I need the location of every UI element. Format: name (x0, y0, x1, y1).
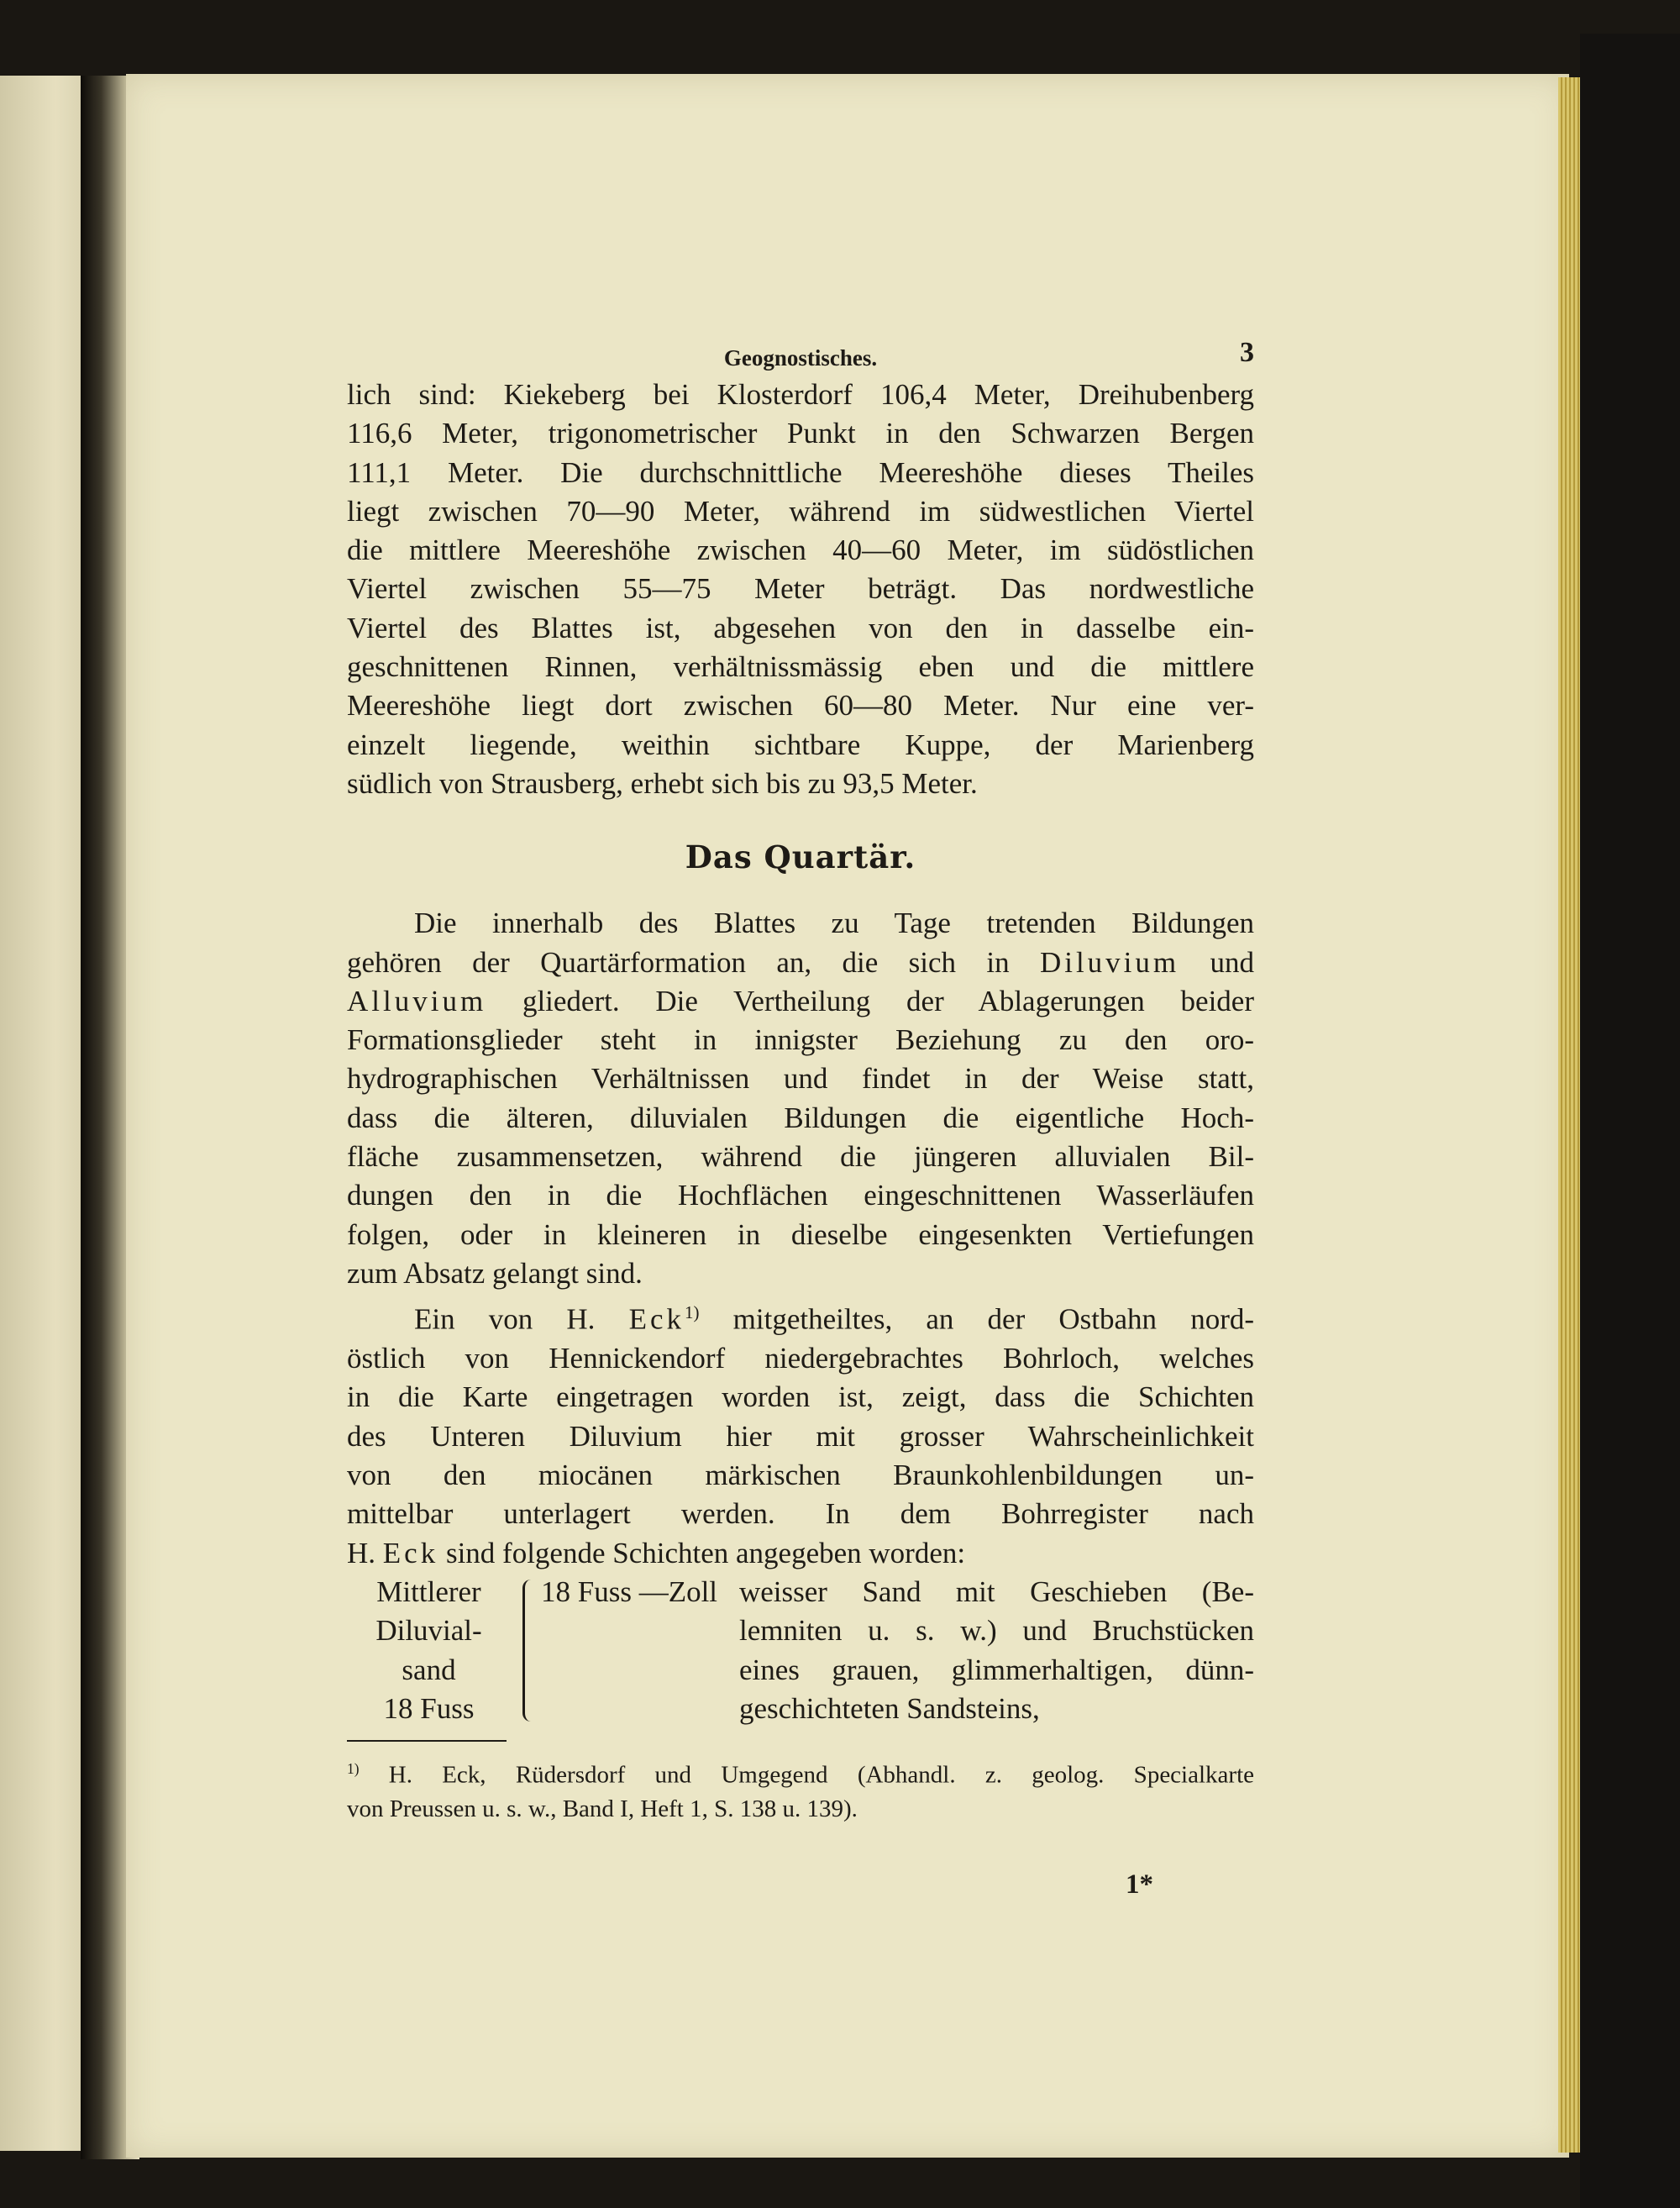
text-line: einzelt liegende, weithin sichtbare Kuppe, der Marienberg (347, 728, 1254, 761)
running-header (347, 332, 1254, 376)
layer-label: Mittlerer Diluvial- sand 18 Fuss (375, 1575, 482, 1725)
text-line: fläche zusammensetzen, während die jüngeren alluvialen Bil- (347, 1140, 1254, 1174)
text-line: 116,6 Meter, trigonometrischer Punkt in den Schwarzen Bergen (347, 417, 1254, 450)
text-line: Ein von H. Eck$^{1)}$ mitgetheiltes, an der Ostbahn nord- (414, 1302, 1255, 1336)
paragraph-bohrloch (347, 1293, 1254, 1573)
signature-mark: 1* (1126, 1869, 1153, 1900)
page-number: 3 (1240, 337, 1254, 368)
text-line: zum Absatz gelangt sind. (347, 1256, 643, 1290)
text-line: liegt zwischen 70—90 Meter, während im südwestlichen Viertel (347, 494, 1254, 528)
text-line: Viertel zwischen 55—75 Meter beträgt. Das nordwestliche (347, 572, 1254, 606)
author-name: Eck (382, 1536, 439, 1569)
text-line: die mittlere Meereshöhe zwischen 40—60 Meter, im südöstlichen (347, 534, 1254, 567)
text-line: geschnittenen Rinnen, verhältnissmässig eben und die mittlere (347, 650, 1254, 684)
text-line: H. Eck sind folgende Schichten angegeben worden: (347, 1536, 966, 1569)
text-line: südlich von Strausberg, erhebt sich bis zu 93,5 Meter. (347, 766, 978, 800)
left-page-edge (0, 76, 92, 2151)
text-line: gehören der Quartärformation an, die sich in Diluvium und (347, 945, 1254, 979)
footnote-marker: 1) (347, 1760, 360, 1778)
page-text (347, 332, 1254, 1826)
text-line: dungen den in die Hochflächen eingeschnittenen Wasserläufen (347, 1179, 1254, 1212)
text-line: Formationsglieder steht in innigster Beziehung zu den oro- (347, 1023, 1254, 1057)
brace (522, 1580, 538, 1722)
text-line: in die Karte eingetragen worden ist, zeigt, dass die Schichten (347, 1380, 1254, 1414)
book-cover-edge (1580, 34, 1680, 2208)
paragraph-quartaer (347, 904, 1254, 1293)
emphasis-diluvium: Diluvium (1039, 945, 1180, 979)
footnote: $^{1)}$ H. Eck, Rüdersdorf und Umgegend (Abhandl. z. geolog. Specialkarte von Preussen u. s. w., Band I, Heft 1, S. 138 u. 139). (347, 1760, 1255, 1822)
text-line: Alluvium gliedert. Die Vertheilung der Ablagerungen beider (347, 984, 1254, 1017)
running-title: Geognostisches. (723, 345, 878, 371)
layer-description: weisser Sand mit Geschieben (Be- lemniten u. s. w.) und Bruchstücken eines grauen, glimmerhaltigen, dünn- geschichteten Sandsteins, (739, 1575, 1254, 1725)
text-line: folgen, oder in kleineren in dieselbe eingesenkten Vertiefungen (347, 1217, 1254, 1251)
text-line: Meereshöhe liegt dort zwischen 60—80 Meter. Nur eine ver- (347, 689, 1254, 723)
footnote-ref: 1) (685, 1302, 700, 1323)
paragraph-elevations (347, 376, 1254, 803)
borehole-record (347, 1573, 1254, 1728)
text-line: mittelbar unterlagert werden. In dem Bohrregister nach (347, 1497, 1254, 1531)
text-line: hydrographischen Verhältnissen und findet in der Weise statt, (347, 1062, 1254, 1096)
section-heading: Das Quartär. (685, 839, 916, 876)
author-name: Eck (628, 1302, 685, 1336)
text-line: Die innerhalb des Blattes zu Tage tretenden Bildungen (414, 907, 1254, 940)
text-line: von den miocänen märkischen Braunkohlenbildungen un- (347, 1459, 1254, 1492)
text-line: Viertel des Blattes ist, abgesehen von den in dasselbe ein- (347, 611, 1254, 644)
text-line: des Unteren Diluvium hier mit grosser Wahrscheinlichkeit (347, 1419, 1254, 1453)
footnote-divider (347, 1740, 507, 1742)
text-line: östlich von Hennickendorf niedergebrachtes Bohrloch, welches (347, 1342, 1254, 1375)
text-line: 111,1 Meter. Die durchschnittliche Meereshöhe dieses Theiles (347, 455, 1254, 489)
gilt-page-edge (1558, 77, 1580, 2153)
text-line: dass die älteren, diluvialen Bildungen die eigentliche Hoch- (347, 1101, 1254, 1134)
emphasis-alluvium: Alluvium (347, 984, 487, 1017)
layer-thickness: 18 Fuss —Zoll (541, 1575, 718, 1608)
text-line: lich sind: Kiekeberg bei Klosterdorf 106,4 Meter, Dreihubenberg (347, 378, 1254, 411)
